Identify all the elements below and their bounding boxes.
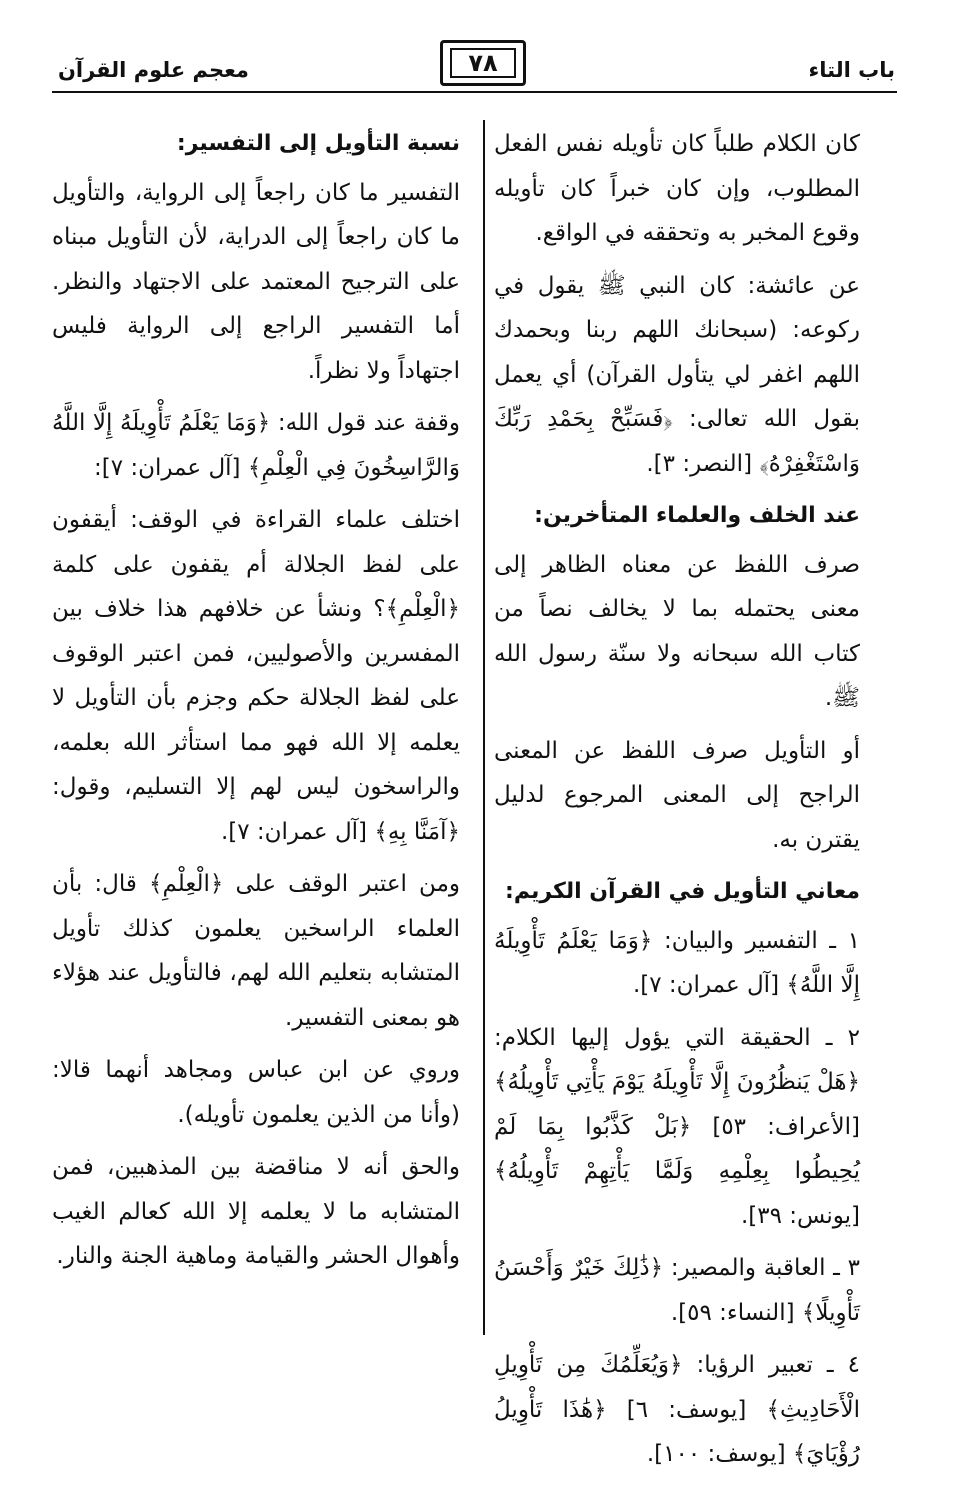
page-number: ٧٨: [450, 48, 516, 78]
chapter-header: باب التاء: [808, 58, 895, 82]
header-divider: [52, 91, 897, 93]
list-item: ٤ ـ تعبير الرؤيا: ﴿وَيُعَلِّمُكَ مِن تَأْوِيلِ الْأَحَادِيثِ﴾ [يوسف: ٦] ﴿هَٰذَا تَأْوِيلُ رُؤْيَايَ﴾ [يوسف: ١٠٠].: [494, 1352, 860, 1467]
list-item: ١ ـ التفسير والبيان: ﴿وَمَا يَعْلَمُ تَأْوِيلَهُ إِلَّا اللَّهُ﴾ [آل عمران: ٧].: [494, 927, 860, 998]
paragraph: التفسير ما كان راجعاً إلى الرواية، والتأويل ما كان راجعاً إلى الدراية، لأن التأويل مبناه على الترجيح المعتمد على الاجتهاد والنظر. أما التفسير الراجع إلى الرواية فليس اجتهاداً ولا نظراً.: [52, 179, 460, 384]
page-number-box: [440, 40, 526, 86]
book-title-header: معجم علوم القرآن: [58, 58, 249, 82]
paragraph: وقفة عند قول الله: ﴿وَمَا يَعْلَمُ تَأْوِيلَهُ إِلَّا اللَّهُ وَالرَّاسِخُونَ فِي الْعِلْمِ﴾ [آل عمران: ٧]:: [52, 410, 460, 481]
right-column: [494, 122, 860, 1485]
section-heading: عند الخلف والعلماء المتأخرين:: [534, 503, 860, 528]
list-item: ٢ ـ الحقيقة التي يؤول إليها الكلام: ﴿هَلْ يَنظُرُونَ إِلَّا تَأْوِيلَهُ يَوْمَ يَأْتِي تَأْوِيلُهُ﴾ [الأعراف: ٥٣] ﴿بَلْ كَذَّبُوا بِمَا لَمْ يُحِيطُوا بِعِلْمِهِ وَلَمَّا يَأْتِهِمْ تَأْوِيلُهُ﴾ [يونس: ٣٩].: [493, 1024, 861, 1229]
list-item: ٣ ـ العاقبة والمصير: ﴿ذَٰلِكَ خَيْرٌ وَأَحْسَنُ تَأْوِيلًا﴾ [النساء: ٥٩].: [494, 1255, 860, 1326]
paragraph: صرف اللفظ عن معناه الظاهر إلى معنى يحتمله بما لا يخالف نصاً من كتاب الله سبحانه ولا سنّة رسول الله ﷺ.: [494, 551, 860, 711]
paragraph: اختلف علماء القراءة في الوقف: أيقفون على لفظ الجلالة أم يقفون على كلمة ﴿الْعِلْمِ﴾؟ ونشأ عن خلافهم هذا خلاف بين المفسرين والأصوليين، فمن اعتبر الوقوف على لفظ الجلالة حكم وجزم بأن التأويل لا يعلمه إلا الله فهو مما استأثر الله بعلمه، والراسخون ليس لهم إلا التسليم، وقول: ﴿آمَنَّا بِهِ﴾ [آل عمران: ٧].: [52, 507, 460, 845]
paragraph: ومن اعتبر الوقف على ﴿الْعِلْمِ﴾ قال: بأن العلماء الراسخين يعلمون كذلك تأويل المتشابه بتعليم الله لهم، فالتأويل عند هؤلاء هو بمعنى التفسير.: [52, 871, 460, 1031]
column-divider: [483, 120, 485, 1335]
left-column: [52, 122, 460, 1287]
paragraph: عن عائشة: كان النبي ﷺ يقول في ركوعه: (سبحانك اللهم ربنا وبحمدك اللهم اغفر لي يتأول القرآن) أي يعمل بقول الله تعالى: ﴿فَسَبِّحْ بِحَمْدِ رَبِّكَ وَاسْتَغْفِرْهُ﴾ [النصر: ٣].: [494, 272, 860, 477]
paragraph: كان الكلام طلباً كان تأويله نفس الفعل المطلوب، وإن كان خبراً كان تأويله وقوع المخبر به وتحققه في الواقع.: [494, 131, 860, 246]
section-heading: معاني التأويل في القرآن الكريم:: [505, 879, 860, 904]
paragraph: أو التأويل صرف اللفظ عن المعنى الراجح إلى المعنى المرجوع لدليل يقترن به.: [494, 737, 860, 853]
paragraph: والحق أنه لا مناقضة بين المذهبين، فمن المتشابه ما لا يعلمه إلا الله كعالم الغيب وأهوال الحشر والقيامة وماهية الجنة والنار.: [52, 1154, 460, 1269]
paragraph: وروي عن ابن عباس ومجاهد أنهما قالا: (وأنا من الذين يعلمون تأويله).: [52, 1057, 460, 1128]
section-heading: نسبة التأويل إلى التفسير:: [176, 131, 460, 156]
